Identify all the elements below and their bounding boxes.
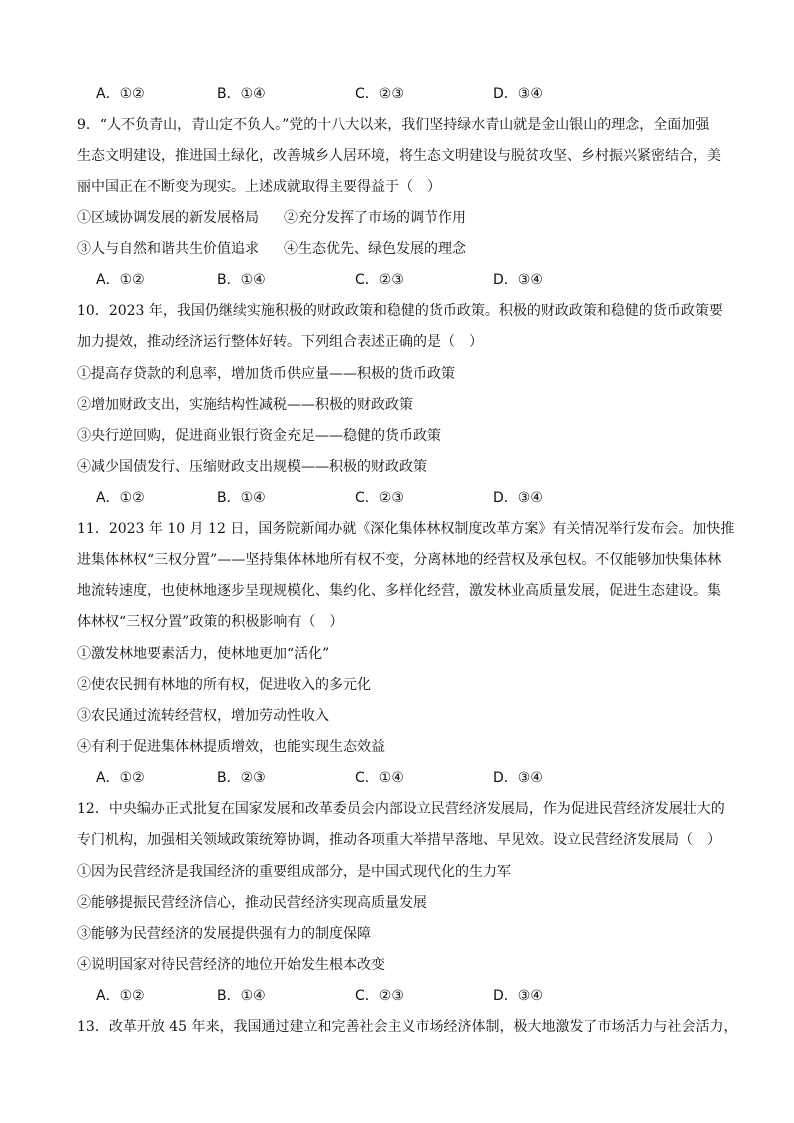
option-b: B．①④ [217, 272, 266, 288]
question-text: 加力提效，推动经济运行整体好转。下列组合表述正确的是（ ） [77, 334, 483, 350]
statement-4: ④说明国家对待民营经济的地位开始发生根本改变 [77, 957, 385, 973]
options-row [0, 270, 794, 290]
question-text: 13．改革开放 45 年来，我国通过建立和完善社会主义市场经济体制，极大地激发了市场活力与社会活力， [77, 1019, 738, 1035]
option-b: B．①④ [217, 490, 266, 506]
statement-2: ②能够提振民营经济信心，推动民营经济实现高质量发展 [77, 895, 427, 911]
option-a: A．①② [96, 86, 145, 102]
question-text: 10．2023 年，我国仍继续实施积极的财政政策和稳健的货币政策。积极的财政政策和稳健的货币政策要 [77, 303, 723, 319]
statement-2: ②充分发挥了市场的调节作用 [284, 210, 466, 226]
statement-4: ④减少国债发行、压缩财政支出规模——积极的财政政策 [77, 459, 427, 475]
option-a: A．①② [96, 490, 145, 506]
statement-pair [77, 239, 777, 259]
question-text: 体林权“三权分置”政策的积极影响有（ ） [77, 614, 344, 630]
option-d: D．③④ [493, 272, 543, 288]
question-text: 11．2023 年 10 月 12 日，国务院新闻办就《深化集体林权制度改革方案》有关情况举行发布会。加快推 [77, 521, 735, 537]
question-text: 丽中国正在不断变为现实。上述成就取得主要得益于（ ） [77, 179, 441, 195]
statement-3: ③能够为民营经济的发展提供强有力的制度保障 [77, 926, 371, 942]
statement-2: ②增加财政支出，实施结构性减税——积极的财政政策 [77, 397, 413, 413]
statement-3: ③央行逆回购，促进商业银行资金充足——稳健的货币政策 [77, 428, 441, 444]
question-text: 12．中央编办正式批复在国家发展和改革委员会内部设立民营经济发展局，作为促进民营经济发展壮大的 [77, 801, 725, 817]
option-c: C．②③ [355, 272, 404, 288]
statement-4: ④有利于促进集体林提质增效，也能实现生态效益 [77, 739, 385, 755]
question-text: 进集体林权“三权分置”——坚持集体林地所有权不变，分离林地的经营权及承包权。不仅能够加快集体林 [77, 552, 722, 568]
statement-4: ④生态优先、绿色发展的理念 [284, 241, 466, 257]
statement-pair [77, 208, 777, 228]
statement-1: ①因为民营经济是我国经济的重要组成部分，是中国式现代化的生力军 [77, 864, 511, 880]
option-b: B．②③ [217, 770, 266, 786]
statement-3: ③农民通过流转经营权，增加劳动性收入 [77, 708, 329, 724]
option-c: C．②③ [355, 988, 404, 1004]
statement-1: ①提高存贷款的利息率，增加货币供应量——积极的货币政策 [77, 366, 455, 382]
question-text: 9．“人不负青山，青山定不负人。”党的十八大以来，我们坚持绿水青山就是金山银山的理念，全面加强 [77, 117, 710, 133]
option-b: B．①④ [217, 86, 266, 102]
option-d: D．③④ [493, 988, 543, 1004]
option-a: A．①② [96, 272, 145, 288]
options-row [0, 768, 794, 788]
option-d: D．③④ [493, 86, 543, 102]
option-a: A．①② [96, 770, 145, 786]
option-c: C．①④ [355, 770, 404, 786]
option-c: C．②③ [355, 86, 404, 102]
option-c: C．②③ [355, 490, 404, 506]
statement-1: ①激发林地要素活力，使林地更加“活化” [77, 646, 330, 662]
question-text: 生态文明建设，推进国土绿化，改善城乡人居环境，将生态文明建设与脱贫攻坚、乡村振兴紧密结合，美 [77, 148, 721, 164]
statement-3: ③人与自然和谐共生价值追求 [77, 241, 259, 257]
options-row-prev [0, 84, 794, 104]
option-b: B．①④ [217, 988, 266, 1004]
option-d: D．③④ [493, 770, 543, 786]
statement-2: ②使农民拥有林地的所有权，促进收入的多元化 [77, 677, 371, 693]
options-row [0, 986, 794, 1006]
option-d: D．③④ [493, 490, 543, 506]
statement-1: ①区域协调发展的新发展格局 [77, 210, 259, 226]
question-text: 专门机构，加强相关领域政策统筹协调，推动各项重大举措早落地、早见效。设立民营经济发展局（ ） [77, 832, 721, 848]
option-a: A．①② [96, 988, 145, 1004]
options-row [0, 488, 794, 508]
question-text: 地流转速度，也使林地逐步呈现规模化、集约化、多样化经营，激发林业高质量发展，促进生态建设。集 [77, 583, 721, 599]
